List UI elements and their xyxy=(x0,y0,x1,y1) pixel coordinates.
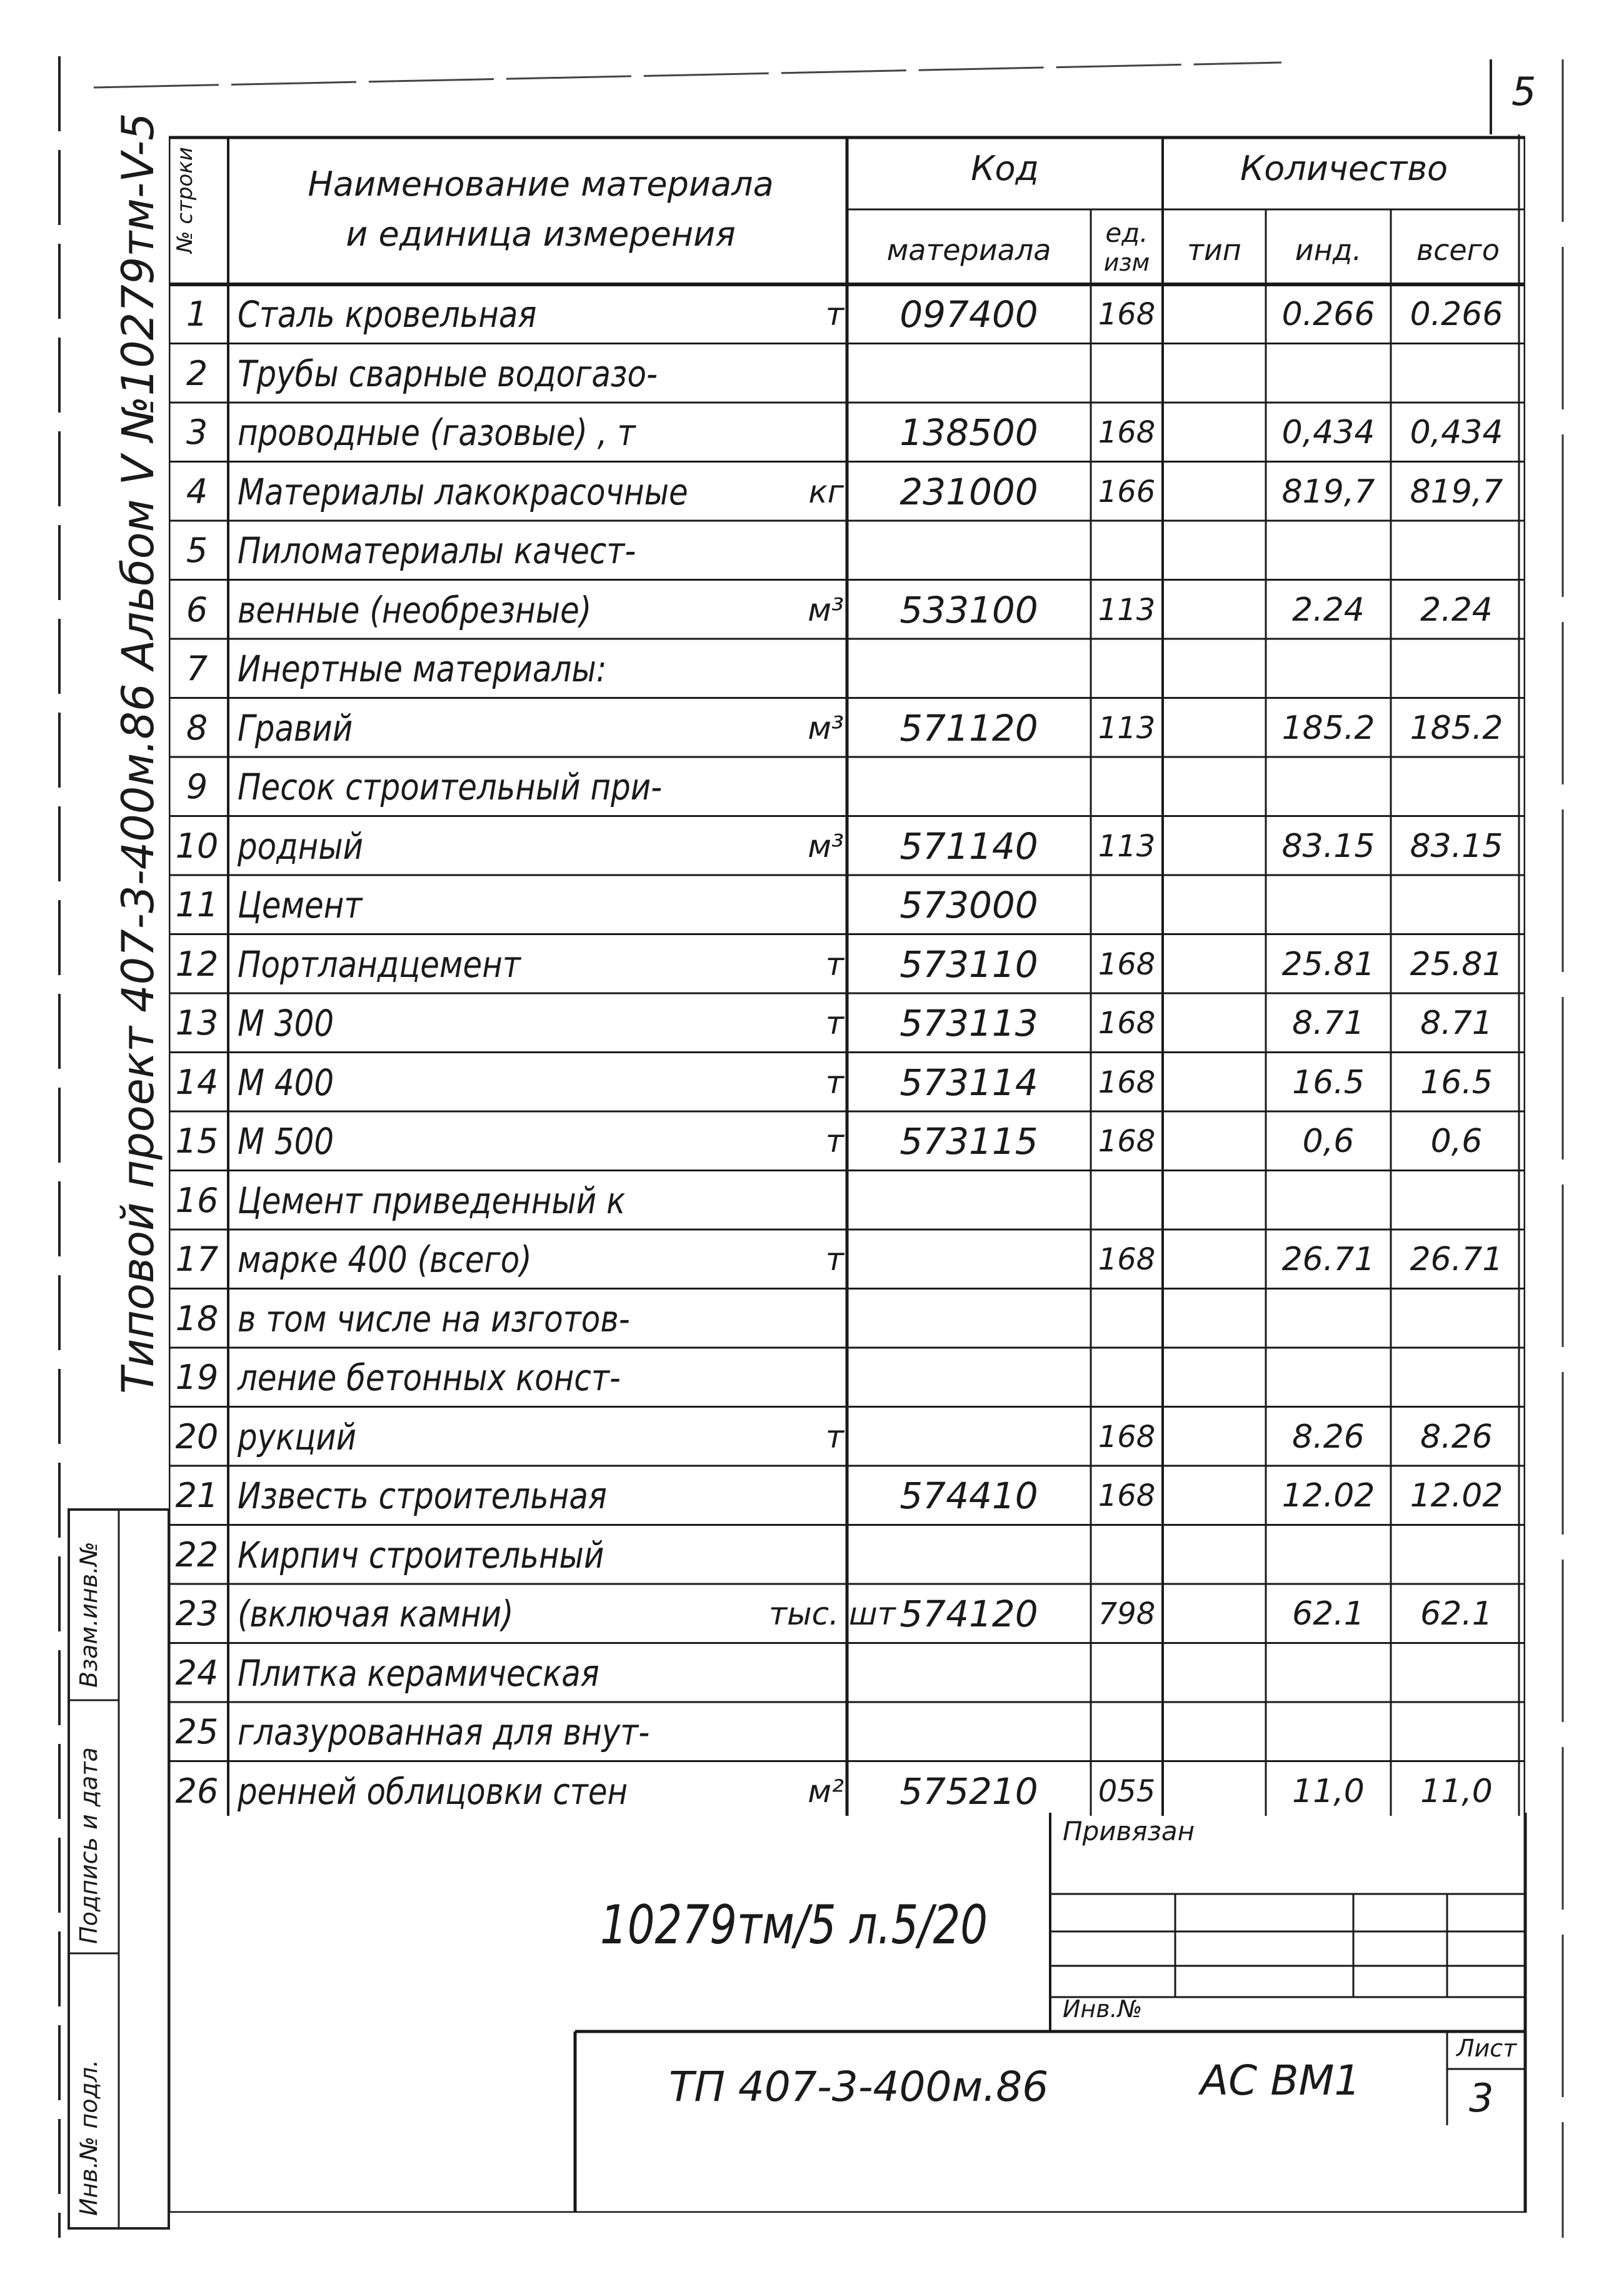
table-row xyxy=(169,639,1525,698)
table-row xyxy=(169,1289,1525,1348)
material-code: 571120 xyxy=(900,706,1038,749)
row-number: 15 xyxy=(175,1121,219,1161)
table-row xyxy=(169,698,1525,758)
table-row xyxy=(169,284,1525,344)
unit-of-measure: т xyxy=(825,1241,844,1278)
material-name: Материалы лакокрасочные xyxy=(238,470,688,513)
row-number: 20 xyxy=(175,1416,219,1456)
table-row xyxy=(169,1525,1525,1585)
table-row xyxy=(169,757,1525,816)
qty-total: 62.1 xyxy=(1420,1595,1493,1633)
header-type: тип xyxy=(1187,233,1241,267)
header-name-line2: и единица измерения xyxy=(346,214,736,254)
row-number: 25 xyxy=(175,1712,219,1751)
unit-of-measure: кг xyxy=(808,473,844,510)
table-row xyxy=(169,1230,1525,1289)
unit-code: 113 xyxy=(1098,710,1156,746)
header-ind: инд. xyxy=(1295,233,1362,267)
row-number: 26 xyxy=(175,1771,219,1811)
table-row xyxy=(169,816,1525,876)
header-name-line1: Наименование материала xyxy=(308,164,774,204)
table-row xyxy=(169,1053,1525,1112)
unit-of-measure: т xyxy=(825,1123,844,1160)
row-number: 11 xyxy=(175,885,219,924)
qty-ind: 185.2 xyxy=(1281,709,1375,747)
qty-total: 2.24 xyxy=(1420,591,1493,629)
unit-code: 168 xyxy=(1098,297,1156,332)
stamp-vzam-inv: Взам.инв.№ xyxy=(75,1541,103,1688)
row-number: 7 xyxy=(186,649,208,688)
list-value: 3 xyxy=(1469,2075,1494,2121)
material-name: М 500 xyxy=(238,1120,334,1163)
material-name: венные (необрезные) xyxy=(238,588,592,631)
unit-of-measure: м³ xyxy=(808,709,844,746)
qty-total: 11,0 xyxy=(1420,1772,1493,1810)
material-name: Цемент приведенный к xyxy=(238,1179,626,1222)
qty-total: 0.266 xyxy=(1410,296,1503,333)
material-name: (включая камни) xyxy=(238,1593,514,1635)
qty-total: 16.5 xyxy=(1420,1063,1493,1101)
row-number: 23 xyxy=(175,1594,219,1633)
header-unit-line1: ед. xyxy=(1105,218,1148,248)
side-title: Типовой проект 407-3-400м.86 Альбом V №10279тм-V-5 xyxy=(113,113,164,1394)
qty-ind: 8.71 xyxy=(1292,1004,1365,1042)
header-code: Код xyxy=(971,149,1039,188)
material-name: М 400 xyxy=(238,1061,334,1104)
material-code: 573113 xyxy=(900,1002,1038,1044)
material-code: 573000 xyxy=(900,884,1038,926)
row-number: 5 xyxy=(186,531,208,570)
qty-total: 819,7 xyxy=(1410,473,1503,511)
row-number: 16 xyxy=(175,1180,219,1220)
unit-of-measure: т xyxy=(825,1064,844,1101)
table-row xyxy=(169,875,1525,934)
table-row xyxy=(169,1584,1525,1643)
row-number: 12 xyxy=(175,944,219,984)
table-row xyxy=(169,1407,1525,1466)
material-name: Известь строительная xyxy=(238,1475,607,1517)
unit-of-measure: т xyxy=(825,946,844,983)
row-number: 6 xyxy=(186,589,208,629)
qty-ind: 25.81 xyxy=(1281,945,1375,983)
qty-total: 25.81 xyxy=(1410,945,1503,983)
row-number: 13 xyxy=(175,1003,219,1043)
material-name: Пиломатериалы качест- xyxy=(238,529,636,572)
row-number: 2 xyxy=(186,353,208,393)
qty-ind: 62.1 xyxy=(1292,1595,1365,1633)
unit-code: 168 xyxy=(1098,946,1156,982)
unit-code: 168 xyxy=(1098,1064,1156,1100)
stamp-inv-podl: Инв.№ подл. xyxy=(75,2059,103,2216)
row-number: 4 xyxy=(186,471,208,511)
unit-of-measure: т xyxy=(825,296,844,333)
unit-of-measure: м³ xyxy=(808,828,844,864)
table-row xyxy=(169,462,1525,521)
table-row xyxy=(169,1702,1525,1761)
qty-ind: 819,7 xyxy=(1281,473,1375,511)
material-code: 573110 xyxy=(900,943,1038,986)
material-name: рукций xyxy=(238,1415,357,1458)
qty-ind: 2.24 xyxy=(1292,591,1365,629)
material-name: Портландцемент xyxy=(238,943,521,986)
material-name: М 300 xyxy=(238,1002,334,1044)
material-name: Инертные материалы: xyxy=(238,648,607,690)
material-code: 533100 xyxy=(900,588,1038,631)
table-row xyxy=(169,1466,1525,1525)
material-name: Гравий xyxy=(238,706,353,749)
material-code: 573115 xyxy=(900,1120,1038,1163)
qty-total: 185.2 xyxy=(1410,709,1503,747)
materials-table xyxy=(169,134,1525,1816)
material-name: Сталь кровельная xyxy=(238,293,537,336)
header-row-no: № строки xyxy=(173,147,198,253)
row-number: 14 xyxy=(175,1062,219,1102)
unit-code: 168 xyxy=(1098,1478,1156,1513)
privyazan-label: Привязан xyxy=(1063,1816,1195,1846)
title-block xyxy=(169,1813,1531,2213)
unit-code: 168 xyxy=(1098,1124,1156,1159)
unit-code: 113 xyxy=(1098,828,1156,864)
material-code: 574410 xyxy=(900,1475,1038,1517)
material-name: марке 400 (всего) xyxy=(238,1238,532,1281)
qty-total: 8.26 xyxy=(1420,1418,1493,1456)
unit-code: 798 xyxy=(1098,1596,1156,1631)
unit-of-measure: м² xyxy=(808,1773,844,1810)
table-row xyxy=(169,993,1525,1053)
material-name: Трубы сварные водогазо- xyxy=(238,352,658,395)
qty-ind: 0,6 xyxy=(1302,1123,1355,1160)
header-quantity: Количество xyxy=(1240,149,1448,188)
qty-total: 0,6 xyxy=(1430,1123,1483,1160)
material-name: Кирпич строительный xyxy=(238,1533,604,1576)
unit-of-measure: тыс. шт xyxy=(769,1596,896,1632)
material-code: 573114 xyxy=(900,1061,1038,1104)
table-row xyxy=(169,1171,1525,1230)
material-code: 571140 xyxy=(900,824,1038,868)
unit-code: 168 xyxy=(1098,1006,1156,1041)
qty-total: 8.71 xyxy=(1420,1004,1493,1042)
qty-total: 26.71 xyxy=(1410,1241,1503,1278)
table-row xyxy=(169,344,1525,403)
unit-code: 168 xyxy=(1098,415,1156,450)
material-code: 138500 xyxy=(900,411,1038,454)
table-row xyxy=(169,1348,1525,1407)
qty-total: 0,434 xyxy=(1410,414,1503,451)
page-number: 5 xyxy=(1511,69,1536,114)
material-name: Плитка керамическая xyxy=(238,1651,599,1695)
row-number: 10 xyxy=(175,826,219,866)
qty-ind: 0,434 xyxy=(1281,414,1375,451)
table-row xyxy=(169,1761,1525,1821)
qty-ind: 0.266 xyxy=(1281,296,1375,333)
table-row xyxy=(169,1643,1525,1703)
material-name: Цемент xyxy=(238,884,363,926)
material-name: глазурованная для внут- xyxy=(238,1711,650,1753)
row-number: 22 xyxy=(175,1535,219,1575)
qty-ind: 83.15 xyxy=(1281,827,1375,865)
inv-no-label: Инв.№ xyxy=(1063,1995,1143,2023)
row-number: 19 xyxy=(175,1358,219,1397)
drawing-code: ТП 407-3-400м.86 xyxy=(669,2063,1049,2111)
unit-of-measure: т xyxy=(825,1005,844,1041)
side-stamp xyxy=(63,0,175,2289)
material-code: 097400 xyxy=(900,293,1038,336)
unit-code: 113 xyxy=(1098,592,1156,628)
material-name: ренней облицовки стен xyxy=(238,1770,628,1813)
row-number: 1 xyxy=(186,294,208,334)
row-number: 17 xyxy=(175,1240,219,1279)
unit-code: 055 xyxy=(1098,1773,1156,1809)
qty-ind: 16.5 xyxy=(1292,1063,1365,1101)
sheet-set: АС ВМ1 xyxy=(1200,2056,1361,2105)
qty-total: 83.15 xyxy=(1410,827,1503,865)
table-row xyxy=(169,1111,1525,1171)
row-number: 18 xyxy=(175,1298,219,1338)
header-unit-line2: изм xyxy=(1103,249,1150,276)
material-name: ление бетонных конст- xyxy=(238,1356,621,1399)
qty-ind: 11,0 xyxy=(1292,1772,1365,1810)
row-number: 9 xyxy=(186,767,208,806)
row-number: 3 xyxy=(186,413,208,452)
qty-ind: 8.26 xyxy=(1292,1418,1365,1456)
header-total: всего xyxy=(1416,233,1500,267)
archive-code: 10279тм/5 л.5/20 xyxy=(600,1894,988,1956)
qty-total: 12.02 xyxy=(1410,1477,1503,1515)
row-number: 24 xyxy=(175,1653,219,1693)
header-material: материала xyxy=(886,233,1051,267)
unit-of-measure: м³ xyxy=(808,591,844,628)
unit-of-measure: т xyxy=(825,1418,844,1455)
qty-ind: 26.71 xyxy=(1281,1241,1375,1278)
row-number: 8 xyxy=(186,708,208,748)
unit-code: 168 xyxy=(1098,1419,1156,1455)
list-label: Лист xyxy=(1456,2035,1517,2062)
material-name: родный xyxy=(238,824,364,868)
material-name: проводные (газовые) , т xyxy=(238,411,636,454)
material-code: 574120 xyxy=(900,1593,1038,1635)
table-row xyxy=(169,580,1525,639)
row-number: 21 xyxy=(175,1476,219,1515)
material-code: 575210 xyxy=(900,1770,1038,1813)
table-row xyxy=(169,403,1525,462)
qty-ind: 12.02 xyxy=(1281,1477,1375,1515)
table-row xyxy=(169,521,1525,580)
table-row xyxy=(169,934,1525,994)
unit-code: 168 xyxy=(1098,1242,1156,1277)
unit-code: 166 xyxy=(1098,474,1156,509)
material-name: в том числе на изготов- xyxy=(238,1297,630,1340)
material-code: 231000 xyxy=(900,470,1038,513)
material-name: Песок строительный при- xyxy=(238,766,663,808)
stamp-podpis-data: Подпись и дата xyxy=(75,1747,103,1944)
